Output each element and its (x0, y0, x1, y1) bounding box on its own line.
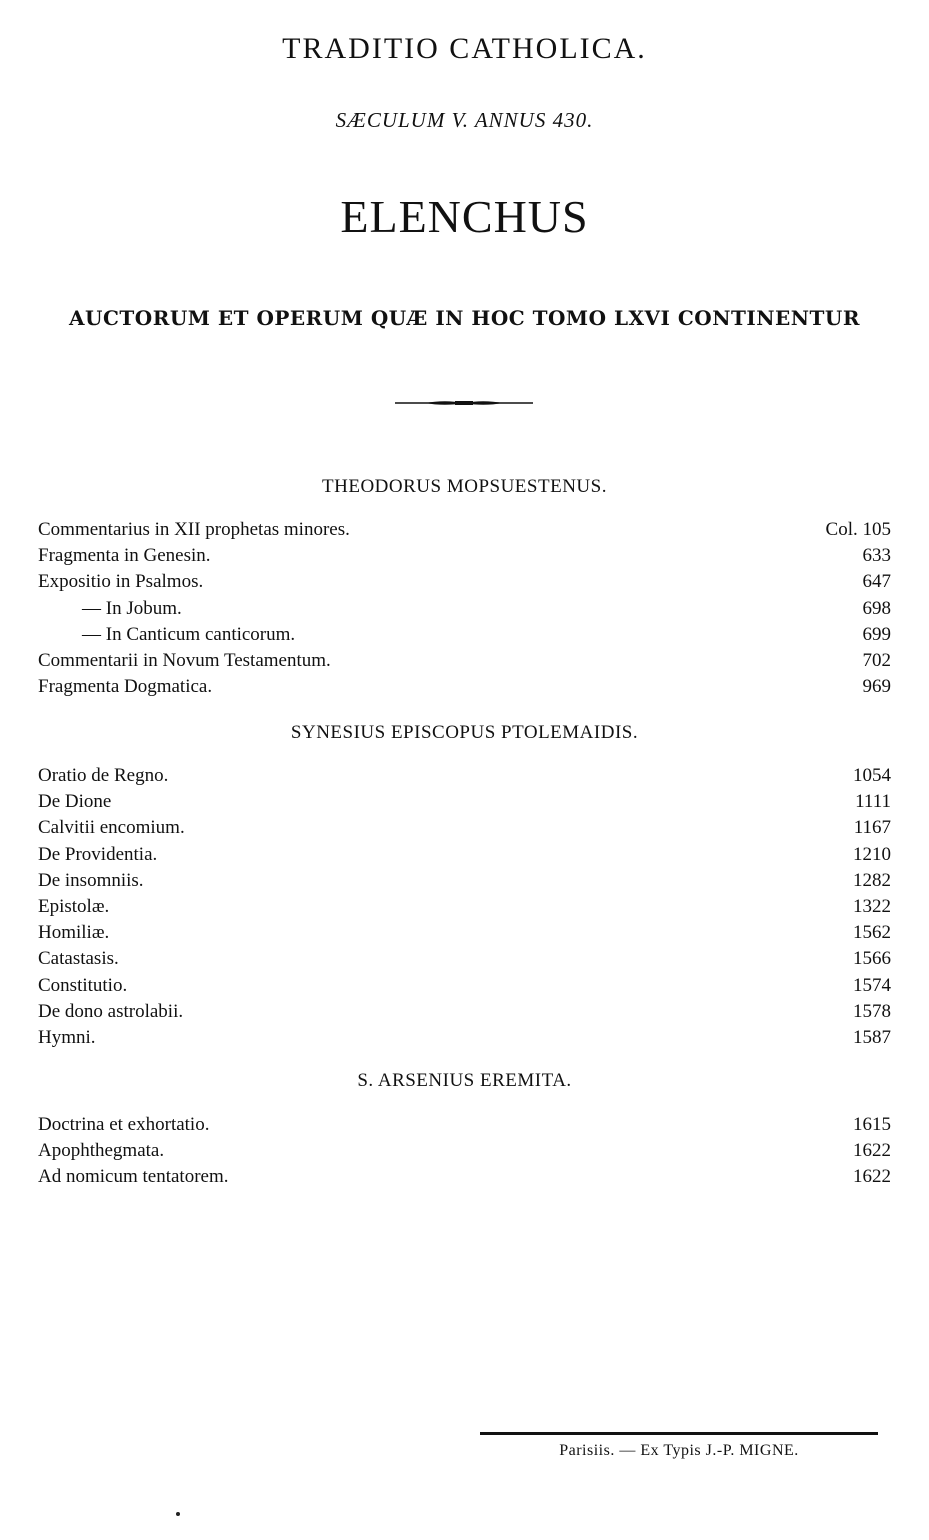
header-subtitle: SÆCULUM V. ANNUS 430. (335, 108, 594, 132)
toc-entry (38, 946, 891, 972)
toc-entry-title: De insomniis. (38, 869, 144, 891)
toc-entry-column: Col. 105 (825, 519, 891, 540)
ink-speck (176, 1512, 180, 1516)
toc-entry (38, 894, 891, 920)
toc-entry-title: Commentarii in Novum Testamentum. (38, 649, 331, 671)
toc-entry (38, 517, 891, 543)
toc-list-theodorus (38, 517, 891, 700)
toc-entry-column: 1322 (853, 895, 891, 917)
toc-entry-title: Homiliæ. (38, 922, 110, 944)
toc-entry-title: — In Canticum canticorum. (82, 623, 296, 645)
toc-entry-column: 1615 (853, 1114, 891, 1135)
toc-entry-title: Oratio de Regno. (38, 765, 169, 786)
toc-entry-title: Doctrina et exhortatio. (38, 1114, 210, 1135)
footer-rule (480, 1432, 878, 1435)
toc-entry-title: Constitutio. (38, 974, 128, 996)
toc-entry-column: 1587 (853, 1026, 891, 1048)
header-title: TRADITIO CATHOLICA. (282, 32, 647, 65)
toc-entry-column: 1282 (853, 869, 891, 891)
section-heading-synesius: SYNESIUS EPISCOPUS PTOLEMAIDIS. (290, 722, 639, 743)
toc-entry-column: 1054 (853, 765, 891, 786)
toc-entry-column: 698 (862, 597, 891, 619)
toc-entry-title: Calvitii encomium. (38, 817, 185, 839)
toc-entry (38, 973, 891, 999)
toc-entry (38, 1138, 891, 1164)
toc-list-arsenius (38, 1112, 891, 1191)
toc-list-synesius (38, 763, 891, 1051)
page-title: ELENCHUS (340, 191, 589, 242)
toc-entry-column: 633 (862, 545, 891, 567)
toc-entry-column: 1622 (853, 1140, 891, 1162)
toc-entry-title: Epistolæ. (38, 895, 110, 917)
toc-entry-title: De Dione (38, 791, 112, 813)
toc-entry (38, 868, 891, 894)
section-heading-theodorus: THEODORUS MOPSUESTENUS. (322, 476, 607, 497)
toc-entry-title: Ad nomicum tentatorem. (38, 1166, 229, 1188)
toc-entry (38, 1112, 891, 1138)
toc-entry (38, 596, 891, 622)
toc-entry-column: 1111 (855, 791, 891, 813)
toc-entry-column: 1574 (853, 974, 891, 996)
ornament-divider (395, 398, 533, 408)
toc-entry-title: Apophthegmata. (38, 1140, 165, 1162)
toc-entry-title: Catastasis. (38, 948, 119, 970)
toc-entry-column: 1167 (853, 817, 891, 839)
toc-entry-title: De dono astrolabii. (38, 1000, 184, 1022)
toc-entry (38, 763, 891, 789)
toc-entry (38, 920, 891, 946)
toc-entry (38, 569, 891, 595)
toc-entry (38, 999, 891, 1025)
toc-entry (38, 648, 891, 674)
toc-entry (38, 1164, 891, 1190)
toc-entry-title: Fragmenta Dogmatica. (38, 676, 213, 698)
toc-entry (38, 674, 891, 700)
toc-entry (38, 842, 891, 868)
toc-entry-column: 1622 (853, 1166, 891, 1188)
toc-entry-column: 647 (862, 571, 891, 593)
toc-entry-column: 1566 (853, 948, 891, 970)
toc-entry-column: 1210 (853, 843, 891, 865)
toc-entry-column: 702 (862, 649, 891, 671)
toc-entry (38, 789, 891, 815)
toc-entry (38, 1025, 891, 1051)
toc-entry-title: Hymni. (38, 1026, 96, 1048)
toc-entry-title: Expositio in Psalmos. (38, 571, 204, 593)
toc-entry-column: 1578 (853, 1000, 891, 1022)
toc-entry-title: — In Jobum. (82, 597, 182, 619)
toc-entry (38, 815, 891, 841)
toc-entry-column: 1562 (853, 922, 891, 944)
page-subtitle: AUCTORUM ET OPERUM QUÆ IN HOC TOMO LXVI CONTINENTUR (69, 306, 860, 330)
toc-entry-column: 969 (862, 676, 891, 698)
toc-entry-title: De Providentia. (38, 843, 158, 865)
toc-entry (38, 543, 891, 569)
section-heading-arsenius: S. ARSENIUS EREMITA. (357, 1070, 572, 1091)
toc-entry-title: Commentarius in XII prophetas minores. (38, 519, 350, 540)
footer-imprint: Parisiis. — Ex Typis J.-P. MIGNE. (559, 1442, 799, 1459)
toc-entry-column: 699 (862, 623, 891, 645)
toc-entry (38, 622, 891, 648)
toc-entry-title: Fragmenta in Genesin. (38, 545, 211, 567)
